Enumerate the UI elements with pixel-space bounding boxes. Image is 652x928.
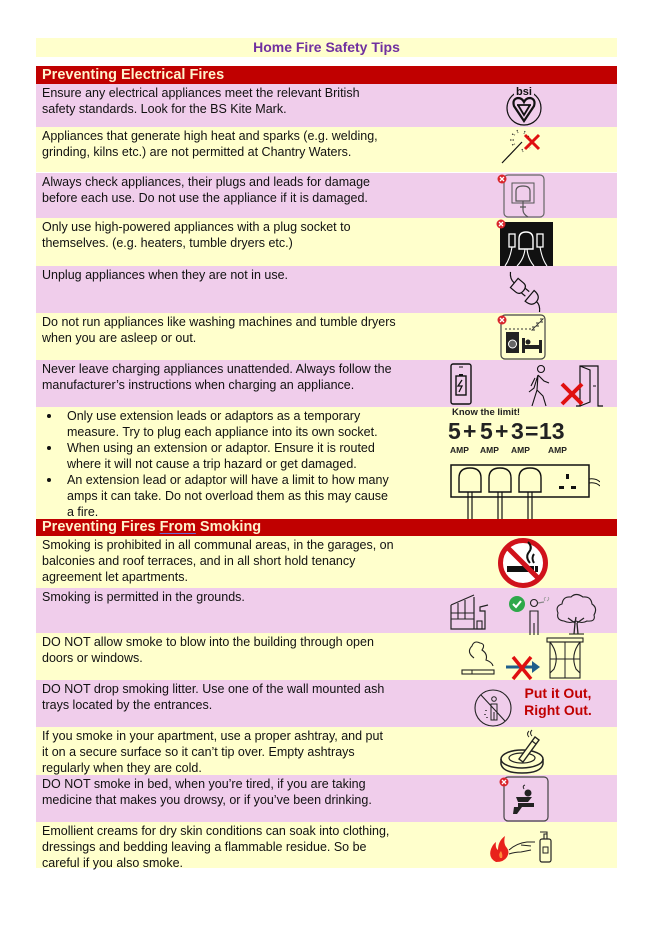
cigarette-smoke-icon (460, 638, 502, 678)
section-heading-text: Preventing Electrical Fires (42, 67, 225, 83)
person-walking-icon (524, 364, 554, 408)
tip-line: safety standards. Look for the BS Kite Mark. (42, 102, 287, 116)
tip-line: manufacturer’s instructions when charging an appliance. (42, 378, 355, 392)
tip-line: a fire. (67, 505, 99, 519)
red-x-icon (559, 381, 585, 407)
bullet-dot (47, 478, 51, 482)
limit-caption: Know the limit! (452, 407, 521, 418)
tip-text (42, 85, 360, 117)
person-smoking-icon (526, 597, 552, 637)
tip-line: Only use extension leads or adaptors as a temporary (67, 409, 361, 423)
bullet-list (36, 408, 389, 520)
damaged-plug-warning-icon (497, 174, 547, 218)
amp-label: AMP (480, 445, 499, 455)
section-heading-electrical (36, 66, 617, 84)
tip-line: DO NOT allow smoke to blow into the building through open (42, 635, 374, 649)
tip-line: DO NOT smoke in bed, when you’re tired, if you are taking (42, 777, 366, 791)
tip-text (42, 589, 245, 605)
svg-text:bsi: bsi (516, 86, 532, 98)
tip-line: When using an extension or adaptor. Ensure it is routed (67, 441, 375, 455)
tip-text (42, 823, 389, 871)
tip-line: it on a secure surface so it can’t tip over. Empty ashtrays (42, 745, 355, 759)
tip-text (42, 634, 374, 666)
bullet-dot (47, 446, 51, 450)
bullet-item (36, 408, 389, 440)
amp-value: 5 (480, 418, 493, 444)
tip-text (42, 728, 383, 776)
unplug-icon (498, 271, 552, 313)
tip-text (42, 776, 372, 808)
green-check-icon (508, 595, 526, 613)
tip-text (42, 314, 396, 346)
no-littering-icon (473, 688, 513, 728)
building-icon (448, 593, 490, 631)
tip-text (42, 361, 392, 393)
amp-total: 13 (539, 418, 565, 444)
plus-sign: + (495, 418, 509, 444)
page-title: Home Fire Safety Tips (36, 38, 617, 57)
tip-text (42, 267, 288, 283)
plus-sign: + (463, 418, 477, 444)
no-sparks-icon (498, 129, 546, 165)
phone-charging-icon (450, 363, 472, 405)
bullet-item (36, 472, 389, 520)
tip-line: grinding, kilns etc.) are not permitted at Chantry Waters. (42, 145, 352, 159)
emollient-fire-risk-icon (487, 828, 555, 864)
amp-value: 3 (511, 418, 524, 444)
tip-text (42, 174, 370, 206)
section-heading-text: Smoking (195, 519, 262, 535)
tip-line: doors or windows. (42, 651, 143, 665)
tip-text (42, 219, 351, 251)
tip-text (42, 128, 378, 160)
ashtray-icon (499, 729, 547, 775)
no-appliances-while-asleep-icon (496, 314, 548, 360)
tip-line: Do not run appliances like washing machines and tumble dryers (42, 315, 396, 329)
extension-lead-icon (450, 464, 600, 519)
section-heading-underlined-word: From (159, 519, 196, 535)
slogan-line: Right Out. (524, 702, 592, 718)
tip-text (42, 681, 384, 713)
tip-line: If you smoke in your apartment, use a proper ashtray, and put (42, 729, 383, 743)
tip-line: Always check appliances, their plugs and leads for damage (42, 175, 370, 189)
tip-line: DO NOT drop smoking litter. Use one of the wall mounted ash (42, 682, 385, 696)
tip-text (42, 537, 394, 585)
tip-line: themselves. (e.g. heaters, tumble dryers etc.) (42, 236, 293, 250)
section-heading-smoking (36, 519, 617, 536)
tip-line: Smoking is permitted in the grounds. (42, 590, 245, 604)
window-icon (546, 637, 584, 679)
tip-line: Smoking is prohibited in all communal areas, in the garages, on (42, 538, 394, 552)
tip-line: agreement let apartments. (42, 570, 188, 584)
tip-line: Appliances that generate high heat and sparks (e.g. welding, (42, 129, 378, 143)
no-smoking-icon (497, 537, 549, 589)
tip-line: balconies and roof terraces, and in all short hold tenancy (42, 554, 356, 568)
amp-label: AMP (548, 445, 567, 455)
tip-line: when you are asleep or out. (42, 331, 197, 345)
no-smoking-in-bed-icon (498, 776, 550, 822)
bullet-item (36, 440, 389, 472)
tip-line: Unplug appliances when they are not in use. (42, 268, 288, 282)
tip-line: Ensure any electrical appliances meet the relevant British (42, 86, 360, 100)
tip-line: Never leave charging appliances unattended. Always follow the (42, 362, 392, 376)
tip-line: before each use. Do not use the appliance if it is damaged. (42, 191, 368, 205)
tip-line: An extension lead or adaptor will have a limit to how many (67, 473, 389, 487)
tip-line: Emollient creams for dry skin conditions can soak into clothing, (42, 824, 390, 838)
tip-line: careful if you also smoke. (42, 856, 184, 870)
tip-line: Only use high-powered appliances with a plug socket to (42, 220, 351, 234)
tree-icon (554, 593, 598, 635)
tip-line: trays located by the entrances. (42, 698, 213, 712)
dedicated-socket-warning-icon (496, 219, 554, 266)
tip-line: amps it can take. Do not overload them as this may cause (67, 489, 388, 503)
tip-line: measure. Try to plug each appliance into its own socket. (67, 425, 378, 439)
tip-line: medicine that makes you drowsy, or if you’ve been drinking. (42, 793, 372, 807)
tip-line: where it will not cause a trip hazard or get damaged. (67, 457, 357, 471)
slogan-line: Put it Out, (524, 685, 592, 701)
bsi-kitemark-icon (502, 84, 546, 127)
tip-line: regularly when they are cold. (42, 761, 202, 775)
blocked-arrow-icon (504, 653, 542, 681)
amp-value: 5 (448, 418, 461, 444)
equals-sign: = (525, 418, 539, 444)
tip-line: dressings and bedding leaving a flammable residue. So be (42, 840, 367, 854)
section-heading-text: Preventing Fires (42, 519, 160, 535)
amp-label: AMP (450, 445, 469, 455)
bullet-dot (47, 414, 51, 418)
amp-label: AMP (511, 445, 530, 455)
